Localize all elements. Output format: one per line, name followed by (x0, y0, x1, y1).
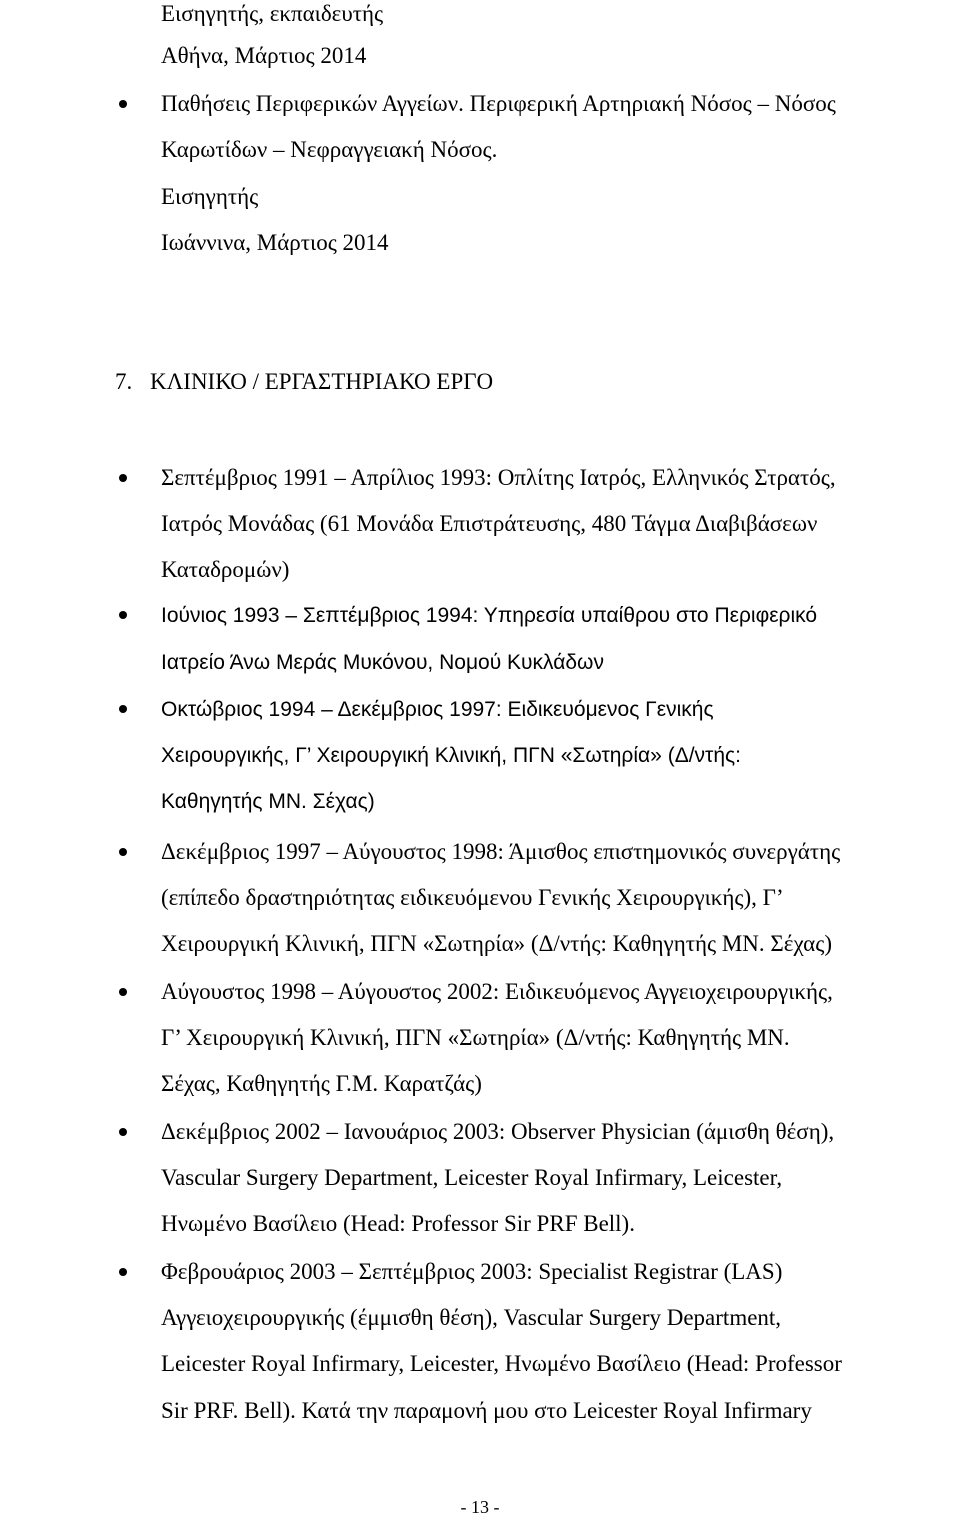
bullet-icon (119, 988, 127, 996)
item-1-line-3: Καταδρομών) (161, 557, 290, 582)
item-3-line-2: Χειρουργικής, Γ’ Χειρουργική Κλινική, ΠΓΝ «Σωτηρία» (Δ/ντής: (161, 744, 741, 767)
bullet-icon (119, 848, 127, 856)
item-7-line-1: Φεβρουάριος 2003 – Σεπτέμβριος 2003: Specialist Registrar (LAS) (161, 1259, 783, 1284)
item-7-line-4: Sir PRF. Bell). Κατά την παραμονή μου στο Leicester Royal Infirmary (161, 1398, 812, 1423)
prev-item-line-2: Καρωτίδων – Νεφραγγειακή Νόσος. (161, 137, 498, 162)
item-6-line-3: Ηνωμένο Βασίλειο (Head: Professor Sir PRF Bell). (161, 1211, 635, 1236)
item-6-line-2: Vascular Surgery Department, Leicester Royal Infirmary, Leicester, (161, 1165, 783, 1190)
bullet-icon (119, 1128, 127, 1136)
item-7-line-2: Αγγειοχειρουργικής (έμμισθη θέση), Vascular Surgery Department, (161, 1305, 782, 1330)
section-number: 7. (115, 369, 133, 394)
prev-item-place-date: Ιωάννινα, Μάρτιος 2014 (161, 230, 389, 255)
prev-item-line-1: Παθήσεις Περιφερικών Αγγείων. Περιφερική Αρτηριακή Νόσος – Νόσος (161, 91, 836, 116)
place-date-line: Αθήνα, Μάρτιος 2014 (161, 43, 367, 68)
bullet-icon (119, 705, 127, 713)
section-title: ΚΛΙΝΙΚΟ / ΕΡΓΑΣΤΗΡΙΑΚΟ ΕΡΓΟ (150, 369, 494, 394)
item-4-line-3: Χειρουργική Κλινική, ΠΓΝ «Σωτηρία» (Δ/ντής: Καθηγητής ΜΝ. Σέχας) (161, 931, 832, 956)
item-3-line-1: Οκτώβριος 1994 – Δεκέμβριος 1997: Ειδικευόμενος Γενικής (161, 698, 714, 721)
role-line: Εισηγητής, εκπαιδευτής (161, 1, 384, 26)
item-6-line-1: Δεκέμβριος 2002 – Ιανουάριος 2003: Observer Physician (άμισθη θέση), (161, 1119, 835, 1144)
bullet-icon (119, 100, 127, 108)
bullet-icon (119, 611, 127, 619)
page-number: - 13 - (460, 1497, 500, 1517)
item-5-line-1: Αύγουστος 1998 – Αύγουστος 2002: Ειδικευόμενος Αγγειοχειρουργικής, (161, 979, 833, 1004)
item-4-line-2: (επίπεδο δραστηριότητας ειδικευόμενου Γενικής Χειρουργικής), Γ’ (161, 885, 784, 910)
prev-item-role: Εισηγητής (161, 184, 259, 209)
bullet-icon (119, 474, 127, 482)
item-5-line-2: Γ’ Χειρουργική Κλινική, ΠΓΝ «Σωτηρία» (Δ/ντής: Καθηγητής ΜΝ. (161, 1025, 790, 1050)
item-7-line-3: Leicester Royal Infirmary, Leicester, Ηνωμένο Βασίλειο (Head: Professor (161, 1351, 842, 1376)
item-1-line-1: Σεπτέμβριος 1991 – Απρίλιος 1993: Οπλίτης Ιατρός, Ελληνικός Στρατός, (161, 465, 836, 490)
item-5-line-3: Σέχας, Καθηγητής Γ.Μ. Καρατζάς) (161, 1071, 482, 1096)
item-3-line-3: Καθηγητής ΜΝ. Σέχας) (161, 790, 375, 813)
bullet-icon (119, 1268, 127, 1276)
item-4-line-1: Δεκέμβριος 1997 – Αύγουστος 1998: Άμισθος επιστημονικός συνεργάτης (161, 839, 841, 864)
item-1-line-2: Ιατρός Μονάδας (61 Μονάδα Επιστράτευσης, 480 Τάγμα Διαβιβάσεων (161, 511, 818, 536)
item-2-line-1: Ιούνιος 1993 – Σεπτέμβριος 1994: Υπηρεσία υπαίθρου στο Περιφερικό (161, 604, 818, 627)
item-2-line-2: Ιατρείο Άνω Μεράς Μυκόνου, Νομού Κυκλάδων (161, 651, 604, 674)
